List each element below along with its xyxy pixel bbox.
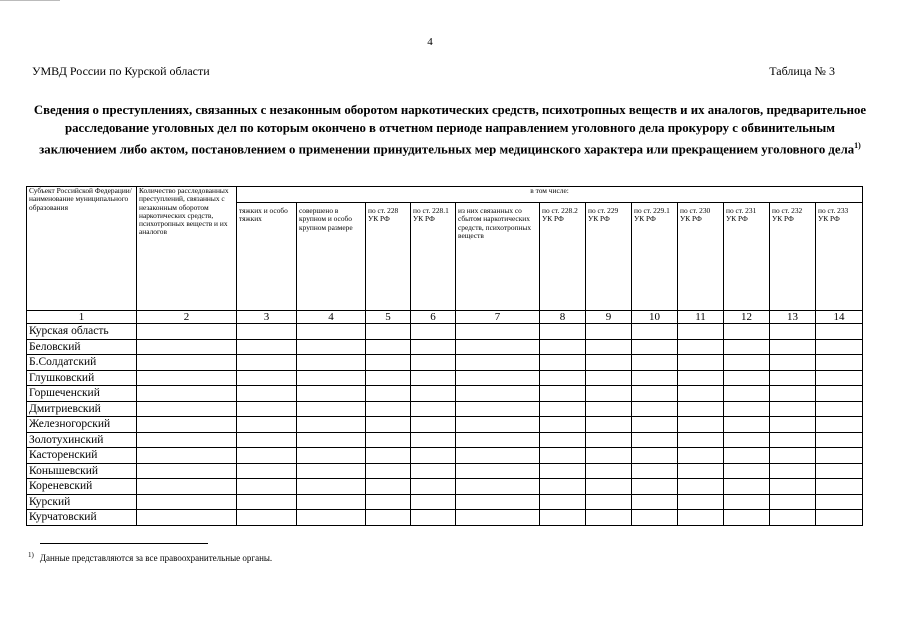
data-cell <box>678 386 724 402</box>
data-cell <box>632 370 678 386</box>
data-cell <box>456 355 540 371</box>
data-cell <box>366 370 411 386</box>
data-cell <box>770 386 816 402</box>
report-title-text: Сведения о преступлениях, связанных с незаконным оборотом наркотических средств, психотропных веществ и их аналогов, предварительное расследование уголовных дел по которым окончено в отчетном периоде направлением уголовного дела прокурору с обвинительным заключением либо актом, постановлением о применении принудительных мер медицинского характера или прекращением уголовного дела <box>33 103 867 157</box>
data-cell <box>586 463 632 479</box>
data-cell <box>632 463 678 479</box>
data-cell <box>411 324 456 340</box>
header-count: Количество расследованных преступлений, связанных с незаконным оборотом наркотических средств, психотропных веществ и их аналогов <box>137 187 237 311</box>
column-number: 13 <box>770 311 816 324</box>
data-cell <box>366 386 411 402</box>
data-cell <box>456 479 540 495</box>
data-cell <box>456 510 540 526</box>
data-cell <box>297 479 366 495</box>
data-cell <box>297 463 366 479</box>
data-cell <box>297 417 366 433</box>
data-cell <box>724 370 770 386</box>
data-cell <box>586 432 632 448</box>
header-subcolumn: совершено в крупном и особо крупном размере <box>297 203 366 311</box>
table-row <box>27 401 863 417</box>
column-number: 5 <box>366 311 411 324</box>
data-cell <box>678 432 724 448</box>
table-row <box>27 355 863 371</box>
data-cell <box>297 401 366 417</box>
region-name: Б.Солдатский <box>27 355 137 371</box>
data-cell <box>297 494 366 510</box>
data-cell <box>540 401 586 417</box>
data-cell <box>366 479 411 495</box>
data-cell <box>366 448 411 464</box>
data-cell <box>137 355 237 371</box>
data-cell <box>297 386 366 402</box>
data-cell <box>816 401 863 417</box>
data-cell <box>456 339 540 355</box>
region-name: Дмитриевский <box>27 401 137 417</box>
data-cell <box>770 479 816 495</box>
header-subcolumn: по ст. 228 УК РФ <box>366 203 411 311</box>
data-cell <box>137 510 237 526</box>
data-cell <box>540 463 586 479</box>
data-cell <box>816 463 863 479</box>
table-label: Таблица № 3 <box>769 64 835 78</box>
header-subcolumn: по ст. 231 УК РФ <box>724 203 770 311</box>
table-row <box>27 479 863 495</box>
data-cell <box>366 355 411 371</box>
data-cell <box>366 324 411 340</box>
data-cell <box>724 339 770 355</box>
data-cell <box>366 417 411 433</box>
data-cell <box>724 494 770 510</box>
data-cell <box>770 432 816 448</box>
data-cell <box>678 479 724 495</box>
data-cell <box>237 370 297 386</box>
data-cell <box>678 324 724 340</box>
header-subcolumn: по ст. 228.1 УК РФ <box>411 203 456 311</box>
data-cell <box>816 417 863 433</box>
data-cell <box>816 479 863 495</box>
data-cell <box>632 401 678 417</box>
footnote-text: Данные представляются за все правоохранительные органы. <box>39 553 273 563</box>
table-row <box>27 432 863 448</box>
data-cell <box>816 355 863 371</box>
data-cell <box>456 494 540 510</box>
data-cell <box>366 510 411 526</box>
data-cell <box>237 355 297 371</box>
region-name: Беловский <box>27 339 137 355</box>
data-cell <box>456 386 540 402</box>
data-cell <box>678 339 724 355</box>
data-cell <box>724 510 770 526</box>
header-subcolumn: по ст. 228.2 УК РФ <box>540 203 586 311</box>
data-cell <box>816 370 863 386</box>
data-cell <box>297 448 366 464</box>
data-cell <box>411 448 456 464</box>
data-cell <box>237 432 297 448</box>
data-cell <box>237 448 297 464</box>
region-name: Курчатовский <box>27 510 137 526</box>
data-cell <box>816 386 863 402</box>
data-cell <box>137 463 237 479</box>
table-row <box>27 324 863 340</box>
data-cell <box>137 339 237 355</box>
data-cell <box>816 324 863 340</box>
data-cell <box>366 432 411 448</box>
data-cell <box>456 370 540 386</box>
column-number: 2 <box>137 311 237 324</box>
data-cell <box>297 355 366 371</box>
region-name: Железногорский <box>27 417 137 433</box>
data-cell <box>540 339 586 355</box>
data-cell <box>456 463 540 479</box>
data-cell <box>586 479 632 495</box>
footnote-divider <box>40 543 208 544</box>
data-cell <box>411 401 456 417</box>
data-cell <box>411 386 456 402</box>
data-cell <box>237 386 297 402</box>
data-cell <box>586 448 632 464</box>
data-cell <box>137 479 237 495</box>
data-cell <box>540 494 586 510</box>
data-cell <box>237 324 297 340</box>
data-cell <box>411 432 456 448</box>
data-cell <box>586 510 632 526</box>
data-cell <box>586 324 632 340</box>
data-cell <box>724 401 770 417</box>
data-cell <box>137 386 237 402</box>
table-row <box>27 386 863 402</box>
data-cell <box>724 463 770 479</box>
data-cell <box>411 355 456 371</box>
report-title <box>30 101 870 159</box>
data-cell <box>770 494 816 510</box>
data-cell <box>411 479 456 495</box>
region-name: Золотухинский <box>27 432 137 448</box>
data-cell <box>456 324 540 340</box>
table-row <box>27 417 863 433</box>
data-cell <box>297 370 366 386</box>
header-subject: Субъект Российской Федерации/ наименование муниципального образования <box>27 187 137 311</box>
data-cell <box>632 339 678 355</box>
data-cell <box>632 494 678 510</box>
column-number: 9 <box>586 311 632 324</box>
table-row <box>27 510 863 526</box>
data-cell <box>678 448 724 464</box>
region-name: Касторенский <box>27 448 137 464</box>
data-cell <box>632 324 678 340</box>
data-cell <box>137 494 237 510</box>
data-cell <box>770 448 816 464</box>
data-cell <box>724 386 770 402</box>
data-cell <box>237 417 297 433</box>
data-cell <box>586 494 632 510</box>
data-cell <box>137 448 237 464</box>
data-cell <box>411 339 456 355</box>
data-cell <box>770 417 816 433</box>
data-cell <box>456 401 540 417</box>
column-number: 4 <box>297 311 366 324</box>
column-number: 8 <box>540 311 586 324</box>
data-cell <box>456 448 540 464</box>
data-cell <box>678 417 724 433</box>
data-cell <box>297 432 366 448</box>
data-cell <box>297 510 366 526</box>
data-cell <box>724 324 770 340</box>
region-name: Горшеченский <box>27 386 137 402</box>
data-cell <box>297 324 366 340</box>
data-cell <box>237 463 297 479</box>
data-cell <box>678 355 724 371</box>
data-cell <box>678 370 724 386</box>
data-cell <box>540 355 586 371</box>
data-cell <box>237 401 297 417</box>
data-cell <box>632 448 678 464</box>
data-cell <box>237 339 297 355</box>
data-cell <box>137 324 237 340</box>
column-number: 1 <box>27 311 137 324</box>
column-number: 7 <box>456 311 540 324</box>
header-subcolumn: из них связанных со сбытом наркотических средств, психотропных веществ <box>456 203 540 311</box>
column-number: 10 <box>632 311 678 324</box>
data-cell <box>816 510 863 526</box>
data-cell <box>540 448 586 464</box>
table-row <box>27 370 863 386</box>
data-cell <box>678 463 724 479</box>
data-cell <box>456 417 540 433</box>
data-cell <box>770 324 816 340</box>
data-cell <box>137 370 237 386</box>
data-cell <box>632 479 678 495</box>
data-cell <box>770 463 816 479</box>
data-cell <box>724 417 770 433</box>
data-cell <box>540 432 586 448</box>
data-cell <box>678 510 724 526</box>
data-cell <box>411 370 456 386</box>
table-row <box>27 494 863 510</box>
data-cell <box>540 510 586 526</box>
data-cell <box>366 401 411 417</box>
data-cell <box>137 432 237 448</box>
data-cell <box>816 494 863 510</box>
data-cell <box>816 432 863 448</box>
data-cell <box>816 448 863 464</box>
column-number: 3 <box>237 311 297 324</box>
data-cell <box>237 510 297 526</box>
data-cell <box>540 479 586 495</box>
data-cell <box>540 370 586 386</box>
table-row <box>27 448 863 464</box>
data-cell <box>724 355 770 371</box>
header-subcolumn: по ст. 230 УК РФ <box>678 203 724 311</box>
header-including: в том числе: <box>237 187 863 203</box>
data-cell <box>586 386 632 402</box>
data-cell <box>770 370 816 386</box>
data-cell <box>632 510 678 526</box>
header-subcolumn: по ст. 229.1 УК РФ <box>632 203 678 311</box>
data-cell <box>540 417 586 433</box>
data-cell <box>632 432 678 448</box>
data-cell <box>770 355 816 371</box>
data-cell <box>411 463 456 479</box>
header-subcolumn: по ст. 232 УК РФ <box>770 203 816 311</box>
data-cell <box>678 494 724 510</box>
header-subcolumn: по ст. 229 УК РФ <box>586 203 632 311</box>
data-cell <box>366 339 411 355</box>
data-cell <box>632 355 678 371</box>
data-cell <box>586 339 632 355</box>
data-cell <box>724 448 770 464</box>
column-number: 11 <box>678 311 724 324</box>
data-cell <box>456 432 540 448</box>
organization-name: УМВД России по Курской области <box>32 64 210 78</box>
column-number: 14 <box>816 311 863 324</box>
data-cell <box>770 339 816 355</box>
region-name: Кореневский <box>27 479 137 495</box>
page-number: 4 <box>427 36 433 48</box>
table-row <box>27 339 863 355</box>
data-cell <box>586 370 632 386</box>
data-cell <box>678 401 724 417</box>
region-name: Курская область <box>27 324 137 340</box>
header-subcolumn: по ст. 233 УК РФ <box>816 203 863 311</box>
column-number: 6 <box>411 311 456 324</box>
data-cell <box>411 417 456 433</box>
header-subcolumn: тяжких и особо тяжких <box>237 203 297 311</box>
data-cell <box>540 324 586 340</box>
footnote-mark: 1) <box>28 551 34 559</box>
region-name: Курский <box>27 494 137 510</box>
data-cell <box>237 479 297 495</box>
data-cell <box>137 417 237 433</box>
data-cell <box>366 463 411 479</box>
region-name: Глушковский <box>27 370 137 386</box>
column-number: 12 <box>724 311 770 324</box>
data-cell <box>540 386 586 402</box>
data-cell <box>366 494 411 510</box>
data-cell <box>632 417 678 433</box>
data-cell <box>770 401 816 417</box>
footnote <box>28 551 272 563</box>
data-cell <box>724 479 770 495</box>
data-cell <box>137 401 237 417</box>
data-cell <box>411 510 456 526</box>
data-cell <box>586 355 632 371</box>
region-name: Конышевский <box>27 463 137 479</box>
title-footnote-mark: 1) <box>854 141 861 151</box>
data-cell <box>632 386 678 402</box>
data-cell <box>770 510 816 526</box>
data-cell <box>724 432 770 448</box>
data-cell <box>816 339 863 355</box>
table-row <box>27 463 863 479</box>
data-cell <box>297 339 366 355</box>
statistics-table <box>26 186 863 526</box>
data-cell <box>586 417 632 433</box>
scan-edge-line <box>0 0 60 1</box>
data-cell <box>586 401 632 417</box>
data-cell <box>411 494 456 510</box>
data-cell <box>237 494 297 510</box>
